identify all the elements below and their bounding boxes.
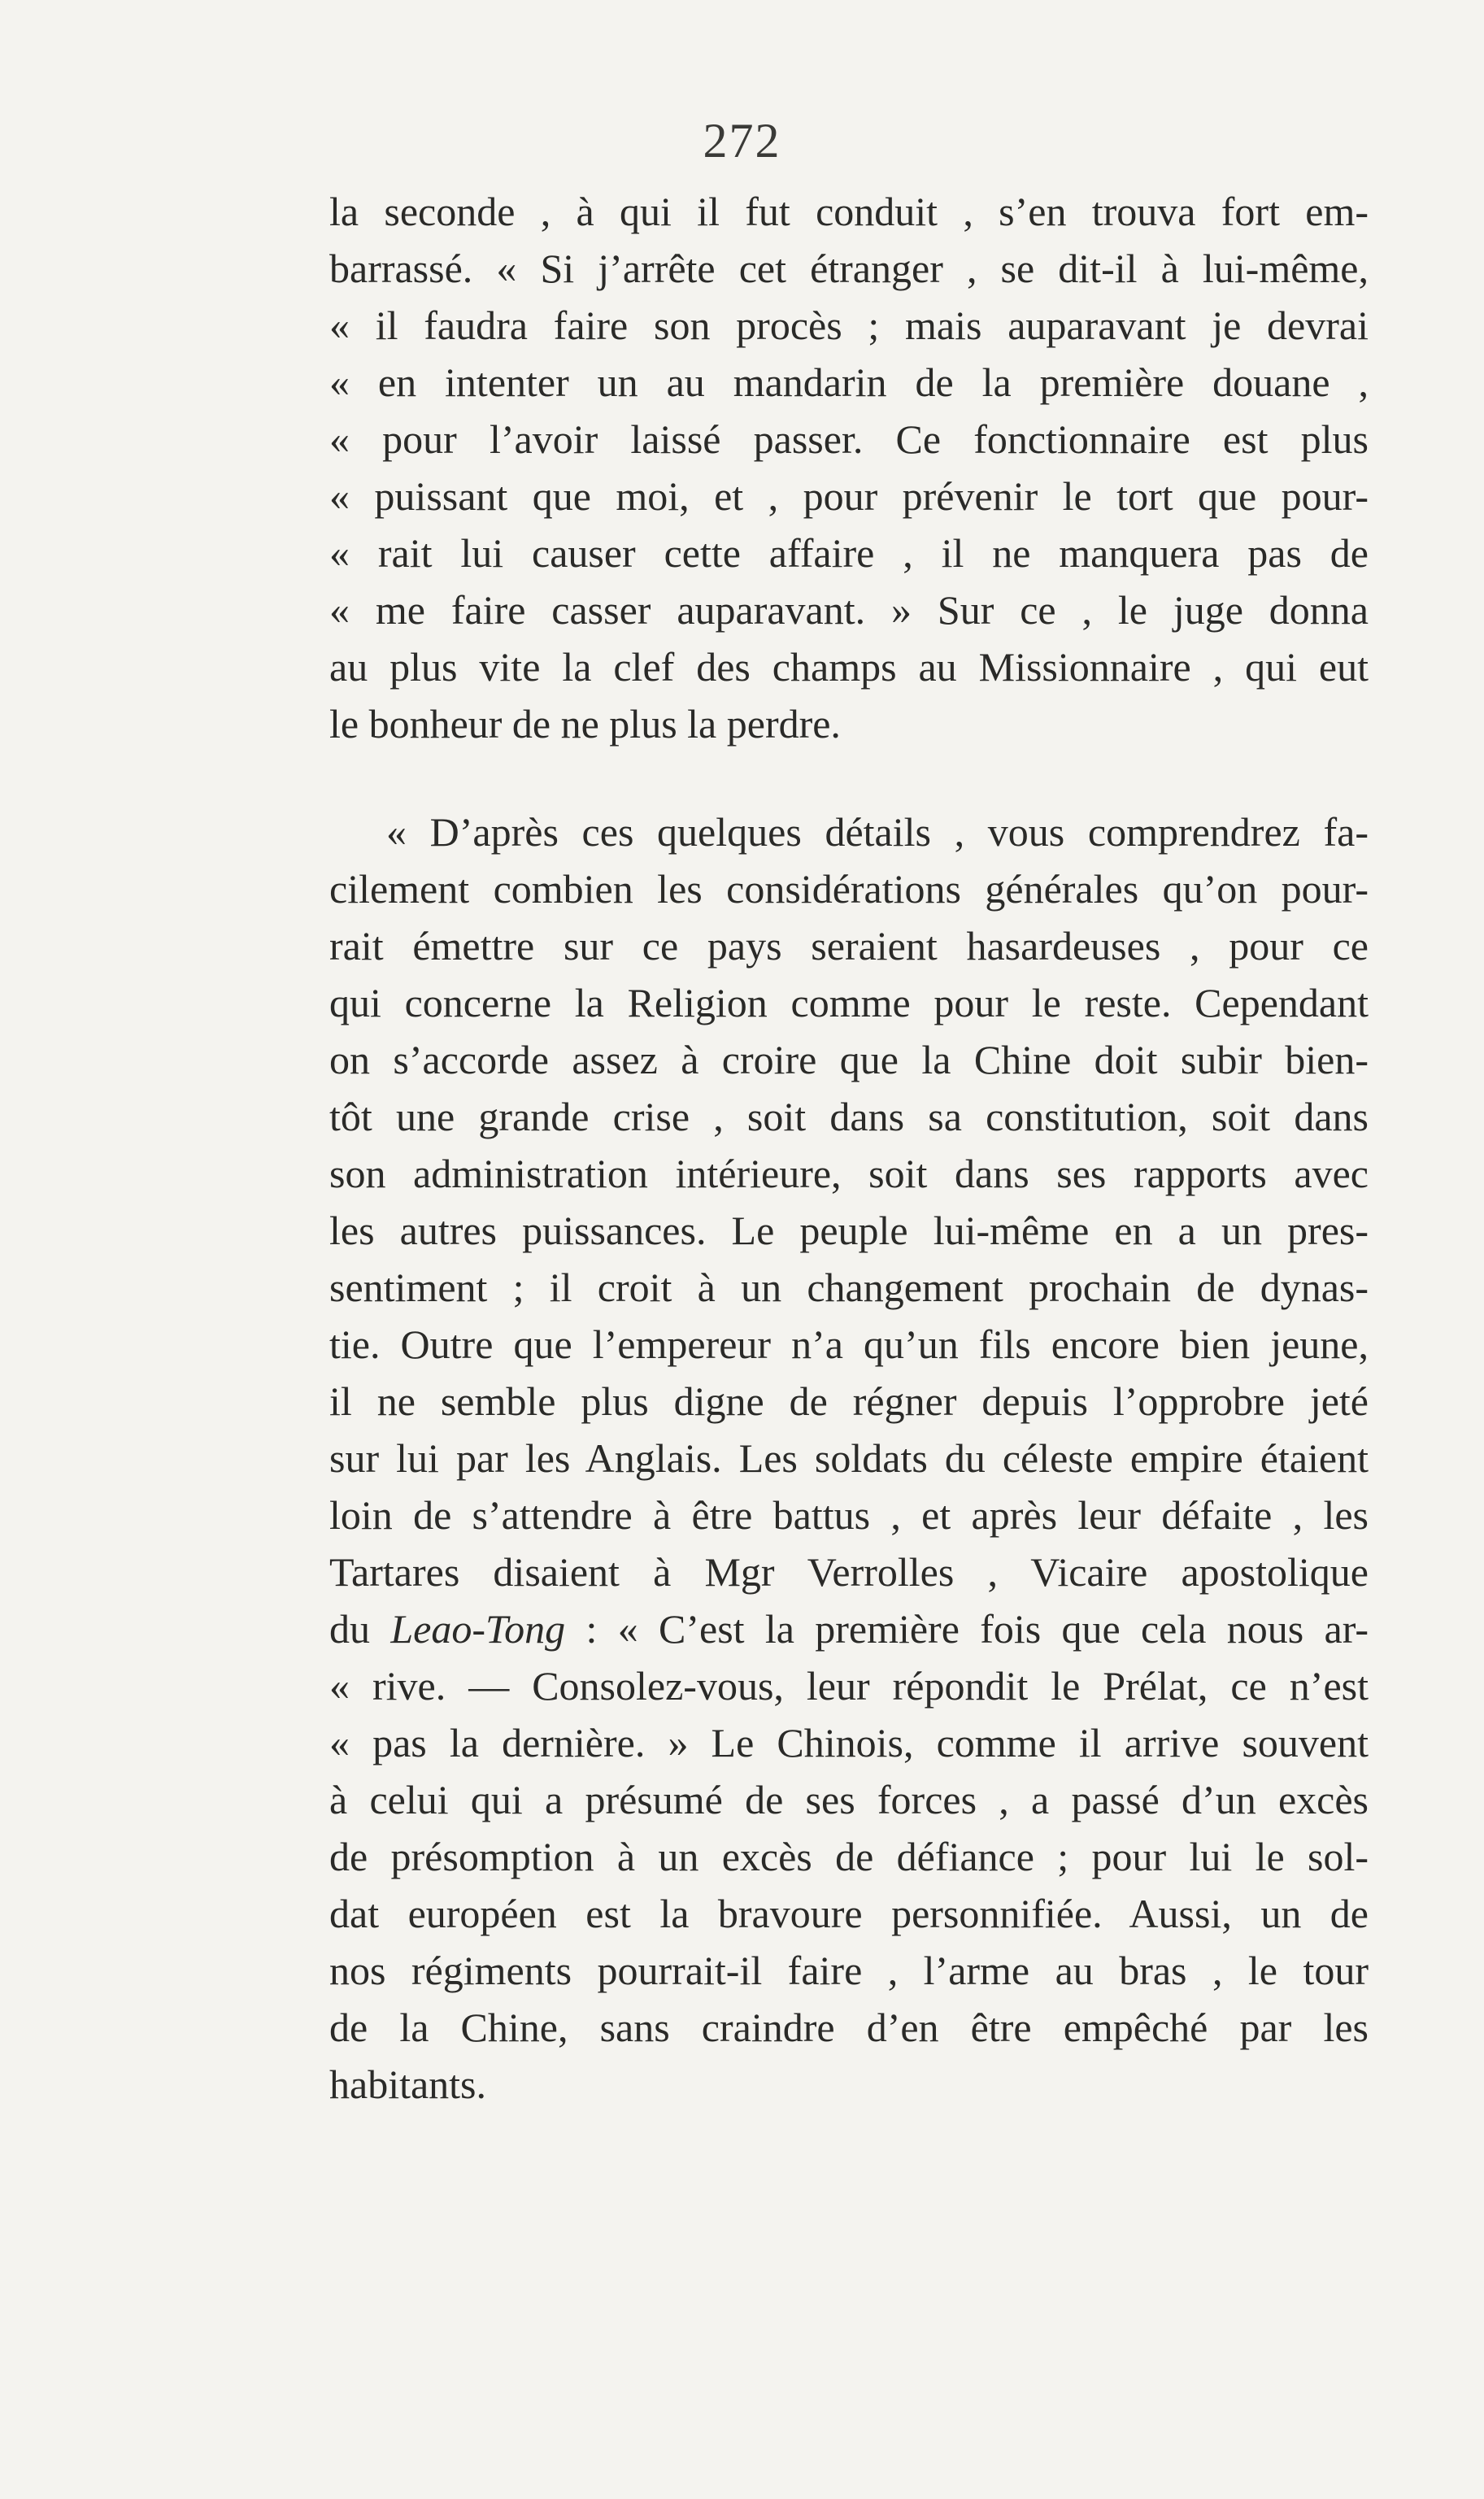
page-number: 272 bbox=[703, 114, 781, 168]
text-line: tôt une grande crise , soit dans sa constitution, soit dans bbox=[329, 1094, 1369, 1139]
text-line: le bonheur de ne plus la perdre. bbox=[329, 701, 841, 747]
text-line: cilement combien les considérations générales qu’on pour- bbox=[329, 866, 1369, 912]
text-line: « rive. — Consolez-vous, leur répondit le Prélat, ce n’est bbox=[329, 1663, 1369, 1709]
text-line: il ne semble plus digne de régner depuis l’opprobre jeté bbox=[329, 1378, 1369, 1424]
body-text bbox=[329, 183, 1369, 2113]
text-line: barrassé. « Si j’arrête cet étranger , se dit-il à lui-même, bbox=[329, 246, 1369, 291]
text-line: tie. Outre que l’empereur n’a qu’un fils encore bien jeune, bbox=[329, 1321, 1369, 1367]
text-line-with-italic bbox=[329, 1600, 1369, 1657]
text-line: sur lui par les Anglais. Les soldats du céleste empire étaient bbox=[329, 1435, 1369, 1481]
text-line: « pour l’avoir laissé passer. Ce fonctionnaire est plus bbox=[329, 416, 1369, 462]
text-line: de présomption à un excès de défiance ; pour lui le sol- bbox=[329, 1834, 1369, 1879]
paragraph-spacer bbox=[329, 752, 1369, 803]
text-line: les autres puissances. Le peuple lui-même en a un pres- bbox=[329, 1208, 1369, 1253]
text-line: rait émettre sur ce pays seraient hasardeuses , pour ce bbox=[329, 923, 1369, 969]
text-line: « D’après ces quelques détails , vous comprendrez fa- bbox=[386, 809, 1369, 855]
text-line: son administration intérieure, soit dans ses rapports avec bbox=[329, 1151, 1369, 1196]
paragraph-1 bbox=[329, 183, 1369, 752]
text-line: sentiment ; il croit à un changement prochain de dynas- bbox=[329, 1265, 1369, 1310]
text-line: au plus vite la clef des champs au Missionnaire , qui eut bbox=[329, 644, 1369, 690]
text-line: « puissant que moi, et , pour prévenir le tort que pour- bbox=[329, 473, 1369, 519]
text-line: de la Chine, sans craindre d’en être empêché par les bbox=[329, 2005, 1369, 2050]
text-line: qui concerne la Religion comme pour le reste. Cependant bbox=[329, 980, 1369, 1025]
text-line: la seconde , à qui il fut conduit , s’en trouva fort em- bbox=[329, 189, 1369, 234]
text-line: nos régiments pourrait-il faire , l’arme au bras , le tour bbox=[329, 1948, 1369, 1993]
text-fragment: du bbox=[329, 1606, 370, 1652]
text-fragment: : « C’est la première fois que cela nous ar- bbox=[585, 1606, 1369, 1652]
text-line: on s’accorde assez à croire que la Chine doit subir bien- bbox=[329, 1037, 1369, 1082]
text-line: « me faire casser auparavant. » Sur ce , le juge donna bbox=[329, 587, 1369, 633]
paragraph-2 bbox=[329, 803, 1369, 2113]
text-line: Tartares disaient à Mgr Verrolles , Vicaire apostolique bbox=[329, 1549, 1369, 1595]
text-line: « pas la dernière. » Le Chinois, comme il arrive souvent bbox=[329, 1720, 1369, 1765]
text-line: loin de s’attendre à être battus , et après leur défaite , les bbox=[329, 1492, 1369, 1538]
text-line: « rait lui causer cette affaire , il ne manquera pas de bbox=[329, 530, 1369, 576]
text-line: à celui qui a présumé de ses forces , a passé d’un excès bbox=[329, 1777, 1369, 1822]
text-line: habitants. bbox=[329, 2061, 487, 2107]
text-line: dat européen est la bravoure personnifiée. Aussi, un de bbox=[329, 1891, 1369, 1936]
place-name-italic: Leao-Tong bbox=[390, 1606, 566, 1652]
text-line: « en intenter un au mandarin de la première douane , bbox=[329, 359, 1369, 405]
text-line: « il faudra faire son procès ; mais auparavant je devrai bbox=[329, 303, 1369, 348]
